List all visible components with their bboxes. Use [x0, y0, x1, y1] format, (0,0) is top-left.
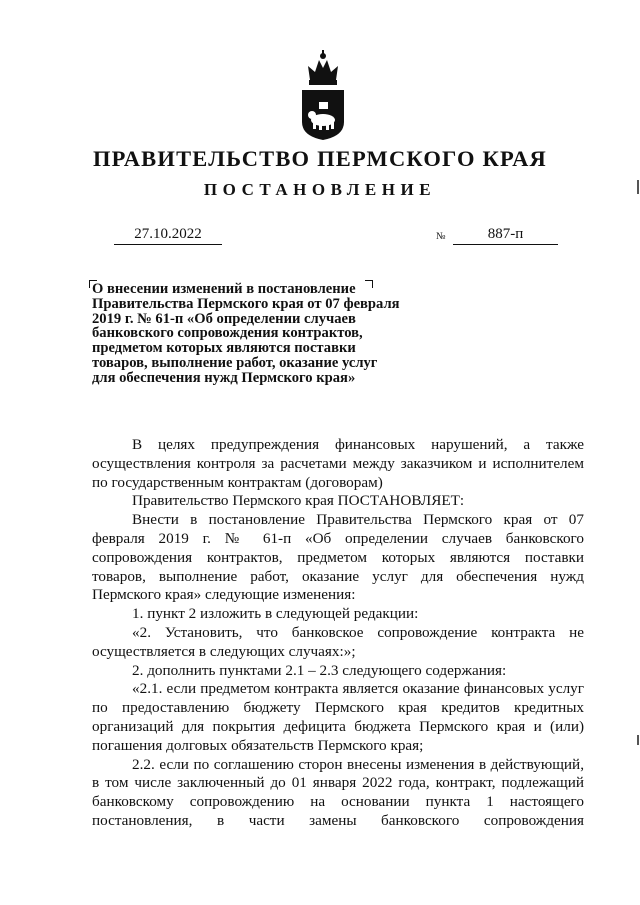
- document-number: 887-п: [453, 225, 558, 245]
- scan-edge-mark: [637, 735, 639, 745]
- government-title: ПРАВИТЕЛЬСТВО ПЕРМСКОГО КРАЯ: [92, 146, 548, 171]
- number-label: №: [436, 231, 446, 242]
- body-paragraph: 2. дополнить пунктами 2.1 – 2.3 следующего содержания:: [132, 661, 507, 679]
- subject-line: предметом которых являются поставки: [92, 340, 356, 357]
- subject-block: [92, 282, 432, 386]
- subject-line: банковского сопровождения контрактов,: [92, 325, 363, 342]
- subject-line: О внесении изменений в постановление: [92, 281, 356, 297]
- body-paragraph: 2.2. если по соглашению сторон внесены изменения в действующий, в том числе заключенный до 01 января 2022 года, контракт, подлежащий банковскому сопровождению на основании пункта 1 настоящего постановления, в части замены банковского сопровождения: [92, 755, 584, 829]
- document-body: [92, 436, 584, 831]
- body-paragraph: Внести в постановление Правительства Пермского края от 07 февраля 2019 г. № 61-п «Об определении случаев банковского сопровождения контрактов, предметом которых являются поставки товаров, выполнение работ, оказание услуг для обеспечения нужд Пермского края» следующие изменения:: [92, 511, 584, 604]
- body-paragraph: 1. пункт 2 изложить в следующей редакции:: [132, 605, 419, 623]
- body-paragraph: Правительство Пермского края ПОСТАНОВЛЯЕТ:: [132, 492, 465, 510]
- perm-krai-coat-of-arms: [298, 50, 348, 142]
- body-paragraph: «2.1. если предметом контракта является оказание финансовых услуг по предоставлению бюджету Пермского края кредитов кредитных организаций для покрытия дефицита бюджета Пермского края и (или) погашения долговых обязательств Пермского края;: [92, 680, 584, 754]
- document-date: 27.10.2022: [114, 225, 222, 245]
- body-paragraph: «2. Установить, что банковское сопровождение контракта не осуществляется в следующих случаях:»;: [92, 623, 584, 660]
- scan-edge-mark: [637, 180, 639, 194]
- document-type: ПОСТАНОВЛЕНИЕ: [203, 180, 437, 199]
- subject-line: Правительства Пермского края от 07 февраля: [92, 295, 400, 312]
- subject-line: 2019 г. № 61-п «Об определении случаев: [92, 310, 356, 327]
- body-paragraph: В целях предупреждения финансовых нарушений, а также осуществления контроля за расчетами между заказчиком и исполнителем по государственным контрактам (договорам): [92, 436, 584, 491]
- crown-icon: [308, 50, 338, 85]
- subject-line: товаров, выполнение работ, оказание услуг: [92, 354, 378, 371]
- book-icon: [319, 102, 328, 109]
- subject-line: для обеспечения нужд Пермского края»: [92, 369, 356, 386]
